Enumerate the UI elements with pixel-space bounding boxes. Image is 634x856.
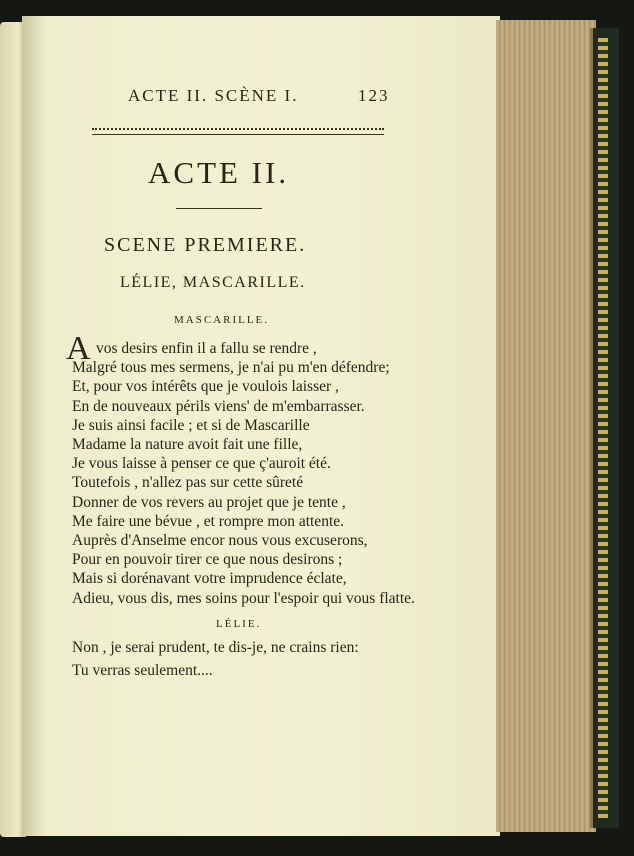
verse-line: Mais si dorénavant votre imprudence éclate, xyxy=(72,570,347,588)
act-heading: ACTE II. xyxy=(148,155,290,190)
verse-line: Et, pour vos intérêts que je voulois laisser , xyxy=(72,378,339,396)
drop-cap: A xyxy=(66,330,91,367)
gilt-decoration xyxy=(598,38,608,818)
scene-heading: SCENE PREMIERE. xyxy=(104,234,307,256)
verse-line: vos desirs enfin il a fallu se rendre , xyxy=(96,340,317,357)
verse-line: Toutefois , n'allez pas sur cette sûreté xyxy=(72,474,304,492)
verse-line: Donner de vos revers au projet que je tente , xyxy=(72,493,346,511)
verse-line: Malgré tous mes sermens, je n'ai pu m'en défendre; xyxy=(72,359,390,377)
verse-line: Je vous laisse à penser ce que ç'auroit été. xyxy=(72,455,331,473)
verse-line: Non , je serai prudent, te dis-je, ne crains rien: xyxy=(72,639,359,656)
speaker-name: LÉLIE. xyxy=(216,618,262,630)
page-number: 123 xyxy=(358,86,390,105)
verse-line: Auprès d'Anselme encor nous vous excuserons, xyxy=(72,532,368,549)
verse-line: Madame la nature avoit fait une fille, xyxy=(72,436,303,453)
page-fore-edge xyxy=(496,20,596,832)
verse-line: Pour en pouvoir tirer ce que nous desirons ; xyxy=(72,551,343,569)
speaker-name: MASCARILLE. xyxy=(174,314,270,326)
act-rule xyxy=(176,208,262,209)
verse-line: Je suis ainsi facile ; et si de Mascarille xyxy=(72,416,310,434)
book-cover-edge xyxy=(590,28,619,828)
verse-line: Tu verras seulement.... xyxy=(72,661,213,679)
verse-line: En de nouveaux périls viens' de m'embarrasser. xyxy=(72,397,365,415)
characters-list: LÉLIE, MASCARILLE. xyxy=(120,274,306,291)
verse-line: Me faire une bévue , et rompre mon attente. xyxy=(72,512,344,530)
running-head-title: ACTE II. SCÈNE I. xyxy=(128,86,299,105)
header-rule xyxy=(92,128,384,135)
verse-line: Adieu, vous dis, mes soins pour l'espoir qui vous flatte. xyxy=(72,589,415,607)
